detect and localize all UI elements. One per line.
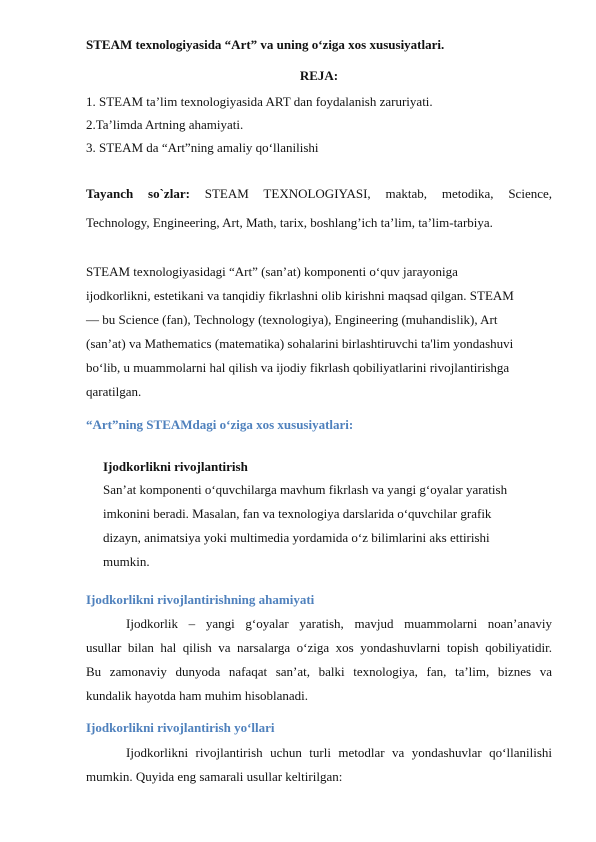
intro-line: — bu Science (fan), Technology (texnologiya), Engineering (muhandislik), Art (86, 312, 498, 327)
intro-line: bo‘lib, u muammolarni hal qilish va ijodiy fikrlash qobiliyatlarini rivojlantirishga (86, 360, 510, 375)
section-heading-importance: Ijodkorlikni rivojlantirishning ahamiyati (86, 592, 315, 607)
subsection-line: San’at komponenti o‘quvchilarga mavhum fikrlash va yangi g‘oyalar yaratish (103, 482, 508, 497)
reja-item: 2.Ta’limda Artning ahamiyati. (86, 117, 244, 132)
section2-line: usullar bilan hal qilish va narsalarga o‘ziga xos yondashuvlarni topish qobiliyatidir. (86, 640, 552, 655)
subsection-line: mumkin. (103, 554, 150, 569)
intro-line: qaratilgan. (86, 384, 142, 399)
section2-line: Ijodkorlik – yangi g‘oyalar yaratish, mavjud muammolarni noan’anaviy (126, 616, 552, 631)
section-heading-ways: Ijodkorlikni rivojlantirish yo‘llari (86, 720, 275, 735)
section3-line: Ijodkorlikni rivojlantirish uchun turli metodlar va yondashuvlar qo‘llanilishi (126, 745, 552, 760)
intro-line: (san’at) va Mathematics (matematika) sohalarini birlashtiruvchi ta'lim yondashuvi (86, 336, 514, 351)
reja-item: 1. STEAM ta’lim texnologiyasida ART dan foydalanish zaruriyati. (86, 94, 433, 109)
subsection-line: dizayn, animatsiya yoki multimedia yordamida o‘z bilimlarini aks ettirishi (103, 530, 490, 545)
keywords-line-1 (86, 186, 552, 202)
keywords-line-2: Technology, Engineering, Art, Math, tarix, boshlang’ich ta’lim, ta’lim-tarbiya. (86, 215, 493, 230)
reja-heading: REJA: (299, 68, 339, 83)
reja-item: 3. STEAM da “Art”ning amaliy qo‘llanilishi (86, 140, 319, 155)
intro-line: STEAM texnologiyasidagi “Art” (san’at) komponenti o‘quv jarayoniga (86, 264, 458, 279)
section2-line: Bu zamonaviy dunyoda nafaqat san’at, balki texnologiya, fan, ta’lim, biznes va (86, 664, 552, 679)
subsection-line: imkonini beradi. Masalan, fan va texnologiya darslarida o‘quvchilar grafik (103, 506, 492, 521)
subsection-heading: Ijodkorlikni rivojlantirish (103, 459, 248, 474)
section2-line: kundalik hayotda ham muhim hisoblanadi. (86, 688, 309, 703)
document-title: STEAM texnologiyasida “Art” va uning o‘ziga xos xususiyatlari. (86, 37, 445, 52)
keywords-text-1: STEAM TEXNOLOGIYASI, maktab, metodika, Science, (204, 186, 553, 201)
section3-line: mumkin. Quyida eng samarali usullar keltirilgan: (86, 769, 343, 784)
keywords-label: Tayanch so`zlar: (86, 186, 190, 201)
section-heading-features: “Art”ning STEAMdagi o‘ziga xos xususiyatlari: (86, 417, 354, 432)
intro-line: ijodkorlikni, estetikani va tanqidiy fikrlashni olib kirishni maqsad qilgan. STEAM (86, 288, 514, 303)
